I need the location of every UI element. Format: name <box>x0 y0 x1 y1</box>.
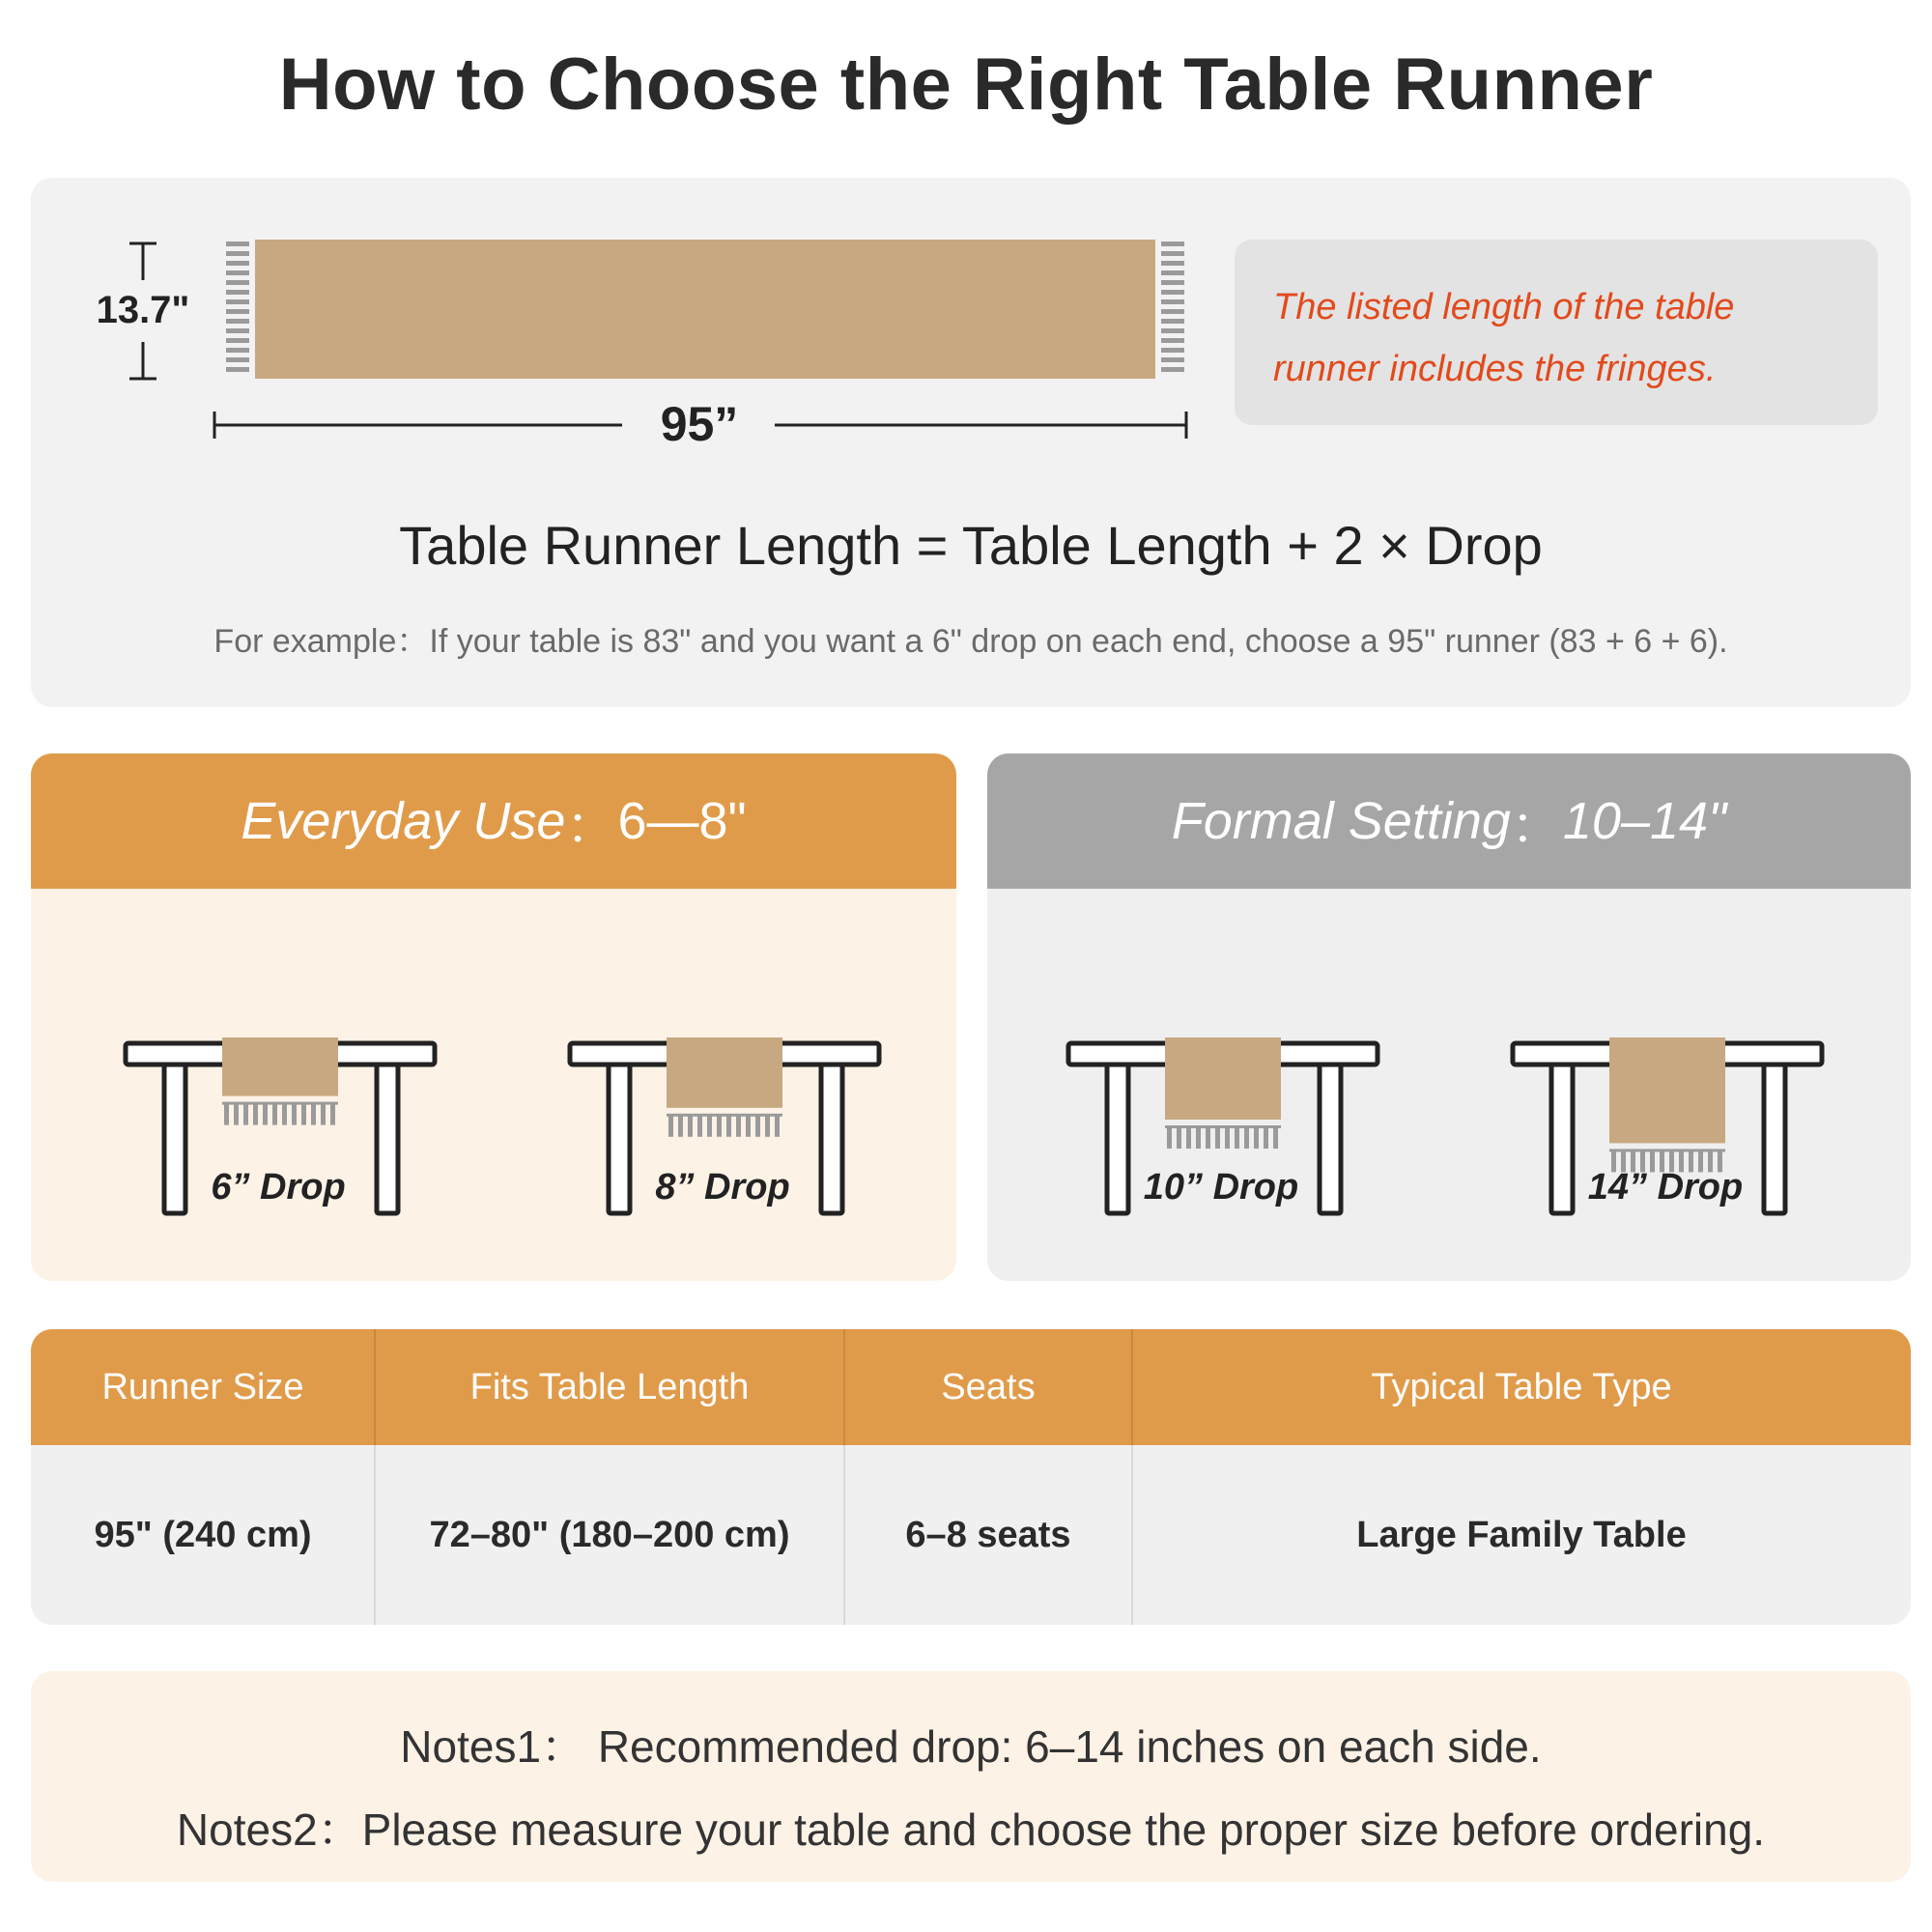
everyday-use-title: Everyday Use <box>241 792 566 850</box>
formula-example: For example：If your table is 83" and you want a 6" drop on each end, choose a 95" runner (83 + 6 + 6). <box>213 623 1728 660</box>
everyday-use-separator: ： <box>565 796 618 855</box>
fringe-strand <box>1264 1127 1268 1149</box>
fringe-band <box>1165 1125 1281 1128</box>
fringe-strand <box>1161 242 1184 246</box>
everyday-drop-illustrations <box>31 889 956 1281</box>
runner-diagram <box>31 178 1229 468</box>
dimension-panel <box>31 178 1911 707</box>
formal-setting-separator: ： <box>1510 796 1563 855</box>
fringe-strand <box>226 290 249 295</box>
formal-setting-header <box>987 753 1911 889</box>
fringe-strand <box>1161 309 1184 314</box>
fringe-strand <box>226 328 249 333</box>
table-header-divider <box>374 1329 376 1445</box>
fringe-strand <box>226 299 249 304</box>
fringe-strand <box>301 1104 306 1125</box>
fringe-strand <box>226 357 249 362</box>
table-header-table-type: Typical Table Type <box>1132 1329 1911 1445</box>
fringe-strand <box>1273 1127 1278 1149</box>
fringe-strand <box>1161 299 1184 304</box>
left-fringe <box>226 242 249 372</box>
everyday-use-header <box>31 753 956 889</box>
size-table <box>31 1329 1911 1625</box>
note-2: Notes2：Please measure your table and choose the proper size before ordering. <box>176 1804 1766 1855</box>
fringe-strand <box>726 1116 731 1137</box>
table-header-runner-size: Runner Size <box>31 1329 375 1445</box>
fringe-strand <box>717 1116 722 1137</box>
fringe-strand <box>263 1104 268 1125</box>
runner-drop <box>1609 1037 1725 1143</box>
note-1: Notes1： Recommended drop: 6–14 inches on each side. <box>400 1721 1542 1772</box>
fringe-strand <box>1215 1127 1220 1149</box>
drop-label-6: 6” Drop <box>211 1167 346 1208</box>
fringe-strand <box>226 348 249 353</box>
fringe-strand <box>1186 1127 1191 1149</box>
fringe-note-line-1: The listed length of the table <box>1273 287 1735 327</box>
fringe-strand <box>1161 328 1184 333</box>
fringe-band <box>222 1102 338 1105</box>
table-cell-seats: 6–8 seats <box>905 1514 1071 1555</box>
fringe-note-box <box>1235 240 1878 425</box>
table-cell-table-type: Large Family Table <box>1356 1514 1687 1555</box>
fringe-strand <box>1161 270 1184 275</box>
fringe-strand <box>226 309 249 314</box>
fringe-strand <box>1161 261 1184 266</box>
table-cell-runner-size: 95" (240 cm) <box>94 1514 312 1555</box>
fringe-strand <box>226 251 249 256</box>
fringe-strand <box>330 1104 335 1125</box>
fringe-strand <box>707 1116 712 1137</box>
length-formula: Table Runner Length = Table Length + 2 × Drop <box>399 515 1543 576</box>
fringe-strand <box>1161 338 1184 343</box>
fringe-strand <box>321 1104 326 1125</box>
fringe-strand <box>272 1104 277 1125</box>
formal-setting-title: Formal Setting <box>1171 792 1511 850</box>
fringe-strand <box>253 1104 258 1125</box>
fringe-strand <box>226 319 249 324</box>
table-header-divider <box>843 1329 845 1445</box>
fringe-strand <box>1161 251 1184 256</box>
fringe-strand <box>226 280 249 285</box>
fringe-strand <box>678 1116 683 1137</box>
fringe-strand <box>1254 1127 1259 1149</box>
fringe-strand <box>243 1104 248 1125</box>
table-header-seats: Seats <box>844 1329 1132 1445</box>
table-cell-fits-length: 72–80" (180–200 cm) <box>429 1514 790 1555</box>
fringe-strand <box>1161 280 1184 285</box>
fringe-strand <box>775 1116 780 1137</box>
fringe-strand <box>746 1116 751 1137</box>
fringe-strand <box>1161 367 1184 372</box>
fringe-strand <box>1161 290 1184 295</box>
fringe-strand <box>234 1104 239 1125</box>
formal-setting-range: 10–14" <box>1562 792 1727 850</box>
fringe-strand <box>765 1116 770 1137</box>
runner-body <box>255 240 1155 379</box>
fringe-strand <box>697 1116 702 1137</box>
fringe-strand <box>224 1104 229 1125</box>
formal-drop-illustrations <box>987 889 1911 1281</box>
everyday-use-range: 6—8" <box>617 792 747 850</box>
fringe-strand <box>668 1116 673 1137</box>
fringe-strand <box>1225 1127 1230 1149</box>
table-header-divider <box>1131 1329 1133 1445</box>
table-header-fits-length: Fits Table Length <box>375 1329 844 1445</box>
right-fringe <box>1161 242 1184 372</box>
fringe-band <box>1609 1149 1725 1151</box>
notes-panel <box>31 1671 1911 1882</box>
drop-label-8: 8” Drop <box>655 1167 790 1208</box>
fringe-band <box>667 1114 782 1117</box>
fringe-note-line-2: runner includes the fringes. <box>1273 349 1717 389</box>
fringe-strand <box>1235 1127 1239 1149</box>
fringe-strand <box>1177 1127 1181 1149</box>
fringe-strand <box>1196 1127 1201 1149</box>
length-label: 95” <box>660 397 739 451</box>
fringe-strand <box>1244 1127 1249 1149</box>
fringe-strand <box>688 1116 693 1137</box>
page-title: How to Choose the Right Table Runner <box>278 43 1654 126</box>
fringe-strand <box>755 1116 760 1137</box>
fringe-strand <box>226 270 249 275</box>
fringe-strand <box>1167 1127 1172 1149</box>
runner-drop <box>222 1037 338 1096</box>
fringe-strand <box>736 1116 741 1137</box>
fringe-strand <box>1206 1127 1210 1149</box>
width-label: 13.7" <box>96 289 190 331</box>
fringe-strand <box>226 242 249 246</box>
fringe-strand <box>1161 348 1184 353</box>
drop-label-14: 14” Drop <box>1587 1167 1744 1208</box>
runner-drop <box>1165 1037 1281 1120</box>
fringe-strand <box>1161 319 1184 324</box>
runner-drop <box>667 1037 782 1108</box>
fringe-strand <box>282 1104 287 1125</box>
fringe-strand <box>292 1104 297 1125</box>
fringe-strand <box>226 261 249 266</box>
fringe-strand <box>311 1104 316 1125</box>
fringe-strand <box>226 367 249 372</box>
drop-label-10: 10” Drop <box>1143 1167 1299 1208</box>
fringe-strand <box>226 338 249 343</box>
fringe-strand <box>1161 357 1184 362</box>
